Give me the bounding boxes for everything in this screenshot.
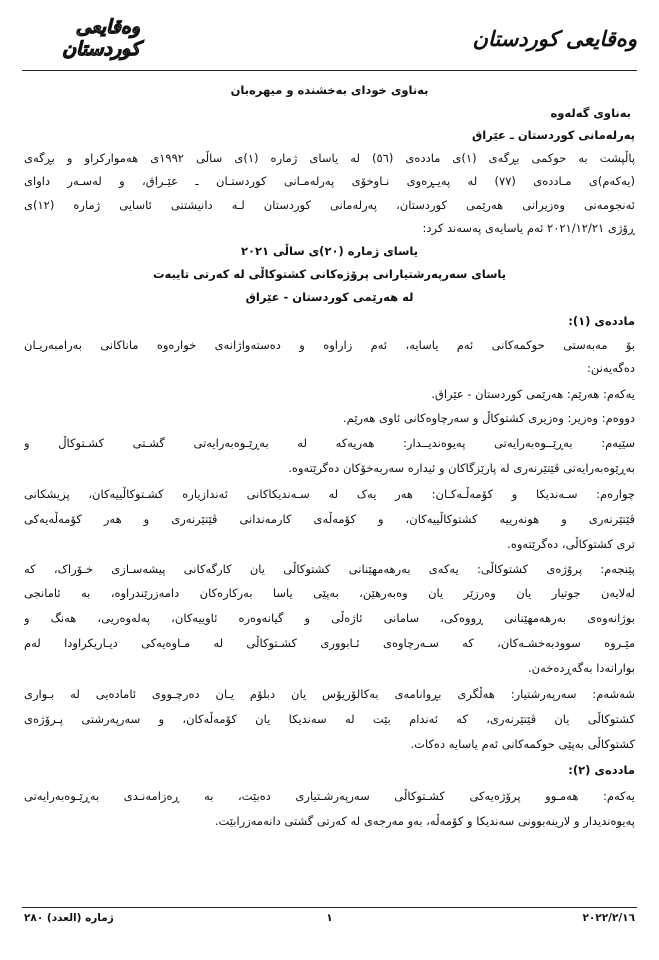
page-number: ١ <box>326 912 333 924</box>
law-region: لە هەرێمی کوردستان - عێراق <box>245 290 414 304</box>
definition-project: پێنجەم: پرۆژەی کشتوکاڵی: یەکەی بەرهەمهێنانی کشتوکاڵی یان کارگەکانی پیشەسـازی خـۆراک، کە <box>24 562 635 576</box>
page-footer <box>24 912 635 932</box>
definition-project-cont-4: بوارانەدا بەگەڕدەخەن. <box>528 661 635 675</box>
preamble-text-2: (یەکەم)ی مـاددەی (٧٧) لە پەیـڕەوی نـاوخۆی پەرلەمـانی کوردستـان ـ عێـراق، و لەسـەر داوای <box>24 174 635 188</box>
definition-syndicates: چوارەم: سـەندیکا و کۆمەڵـەکـان: هەر یەک لە سـەندیکاکانی ئەندازیارە کشـتوکاڵییەکان، پزیشکانی <box>24 487 635 501</box>
definition-project-cont-1: لەلایەن جوتیار یان وەرزێر یان وەبەرهێن، بەپێی یاسا بەرکارەکان دامەزرێندراوە، بە ئامانجی <box>24 586 635 600</box>
definition-directorate: سێیەم: بەڕێــوەبەرایەتی پەیوەندیــدار: هەریەکە لە بەڕێـوەبەرایەتی گشـتی کشـتوکاڵ و <box>24 436 635 450</box>
definition-supervisor-cont-2: کشتوکاڵی بەپێی حوکمەکانی ئەم یاسایە دەکات. <box>410 737 635 751</box>
article-2-first: یەکەم: هەمـوو پرۆژەیەکی کشـتوکاڵی سەرپەرشـتیاری دەبێت، بە ڕەزامەنـدی بەڕێـوەبەرایەتی <box>24 789 635 803</box>
article-1-intro-end: دەگەیەنن: <box>587 361 635 375</box>
definition-supervisor: شەشەم: سەرپەرشتیار: هەڵگری بڕوانامەی بەکالۆریۆس یان دبلۆم یـان دەرچـووی ئامادەیی لە بـواری <box>24 687 635 701</box>
article-2-first-cont: پەیوەندیدار و لارینەبوونی سەندیکا و کۆمەڵە، بەو مەرجەی لە کەرتی گشتی دانەمەزرابێت. <box>214 814 635 828</box>
basmala: بەناوی خودای بەخشندە و میهرەبان <box>230 83 429 97</box>
preamble-text-3: ئەنجومەنی وەزیرانی هەرێمی کوردستان، پەرلەمانی کوردستان لـە دانیشتنی ئاسایی ژمارە (١٢)ی <box>24 198 635 212</box>
article-2-heading: ماددەی (٢): <box>568 763 635 777</box>
gazette-logo-right: وەقایعی کوردستان <box>472 26 637 51</box>
gazette-logo-left: وەقایعی کوردستان <box>62 16 140 60</box>
preamble-parliament: پەرلەمانی کوردستان ـ عێراق <box>471 128 635 142</box>
issue-number: ژمارە (العدد) ٢٨٠ <box>24 912 114 924</box>
preamble-text-4: ڕۆژی ٢٠٢١/١٢/٢١ ئەم یاسایەی پەسەند کرد: <box>422 221 635 235</box>
footer-divider <box>22 907 637 908</box>
preamble-people: بەناوی گەلەوە <box>550 106 631 120</box>
law-number: یاسای ژمارە (٢٠)ی ساڵی ٢٠٢١ <box>240 244 419 258</box>
definition-project-cont-3: مێـروە سوودبەخشـەکان، کە سـەرچاوەی ئـابووری کشـتوکاڵی لە مـاوەیەکی دیـاریکراودا لەم <box>24 636 635 650</box>
footer-date: ٢٠٢٢/٢/١٦ <box>582 912 635 924</box>
article-1-intro: بۆ مەبەستی حوکمەکانی ئەم یاسایە، ئەم زاراوە و دەستەواژانەی خوارەوە ماناکانی بەرامبەریـان <box>24 338 635 352</box>
definition-directorate-cont: بەڕێوەبەرایەتی ڤێتێرنەری لە پارێزگاکان و ئیدارە سەربەخۆکان دەگرێتەوە. <box>288 461 635 475</box>
header-divider <box>22 70 637 71</box>
definition-region: یەکەم: هەرێم: هەرێمی کوردستان - عێراق. <box>431 387 635 401</box>
definition-project-cont-2: بوژانەوەی بەرهەمهێنانی ڕووەکی، سامانی ئاژەڵی و گیانەوەرە ئاوییەکان، پەلەوەریی، هەنگ و <box>24 611 635 625</box>
preamble-text-1: پاڵپشت بە حوکمی بڕگەی (١)ی ماددەی (٥٦) لە یاسای ژمارە (١)ی ساڵی ١٩٩٢ی هەموارکراو و بڕگەی <box>24 151 635 165</box>
definition-supervisor-cont-1: کشتوکاڵی یان ڤێتێرنەری، کە ئەندام بێت لە سەندیکا یان کۆمەڵەکان، و سەرپەرشتی پـرۆژەی <box>24 712 635 726</box>
law-title: یاسای سەرپەرشتیارانی پرۆژەکانی کشتوکاڵی لە کەرتی تایبەت <box>152 267 507 281</box>
definition-minister: دووەم: وەزیر: وەزیری کشتوکاڵ و سەرچاوەکانی ئاوی هەرێم. <box>343 411 635 425</box>
masthead <box>22 18 637 68</box>
definition-syndicates-cont-1: ڤێتێرنەری و هونەرییە کشتوکاڵییەکان، و کۆمەڵەی کارمەندانی ڤێتێرنەری و هەر کۆمەڵەیەکی <box>24 512 635 526</box>
article-1-heading: ماددەی (١): <box>568 314 635 328</box>
definition-syndicates-cont-2: تری کشتوکاڵی، دەگرێتەوە. <box>507 537 635 551</box>
